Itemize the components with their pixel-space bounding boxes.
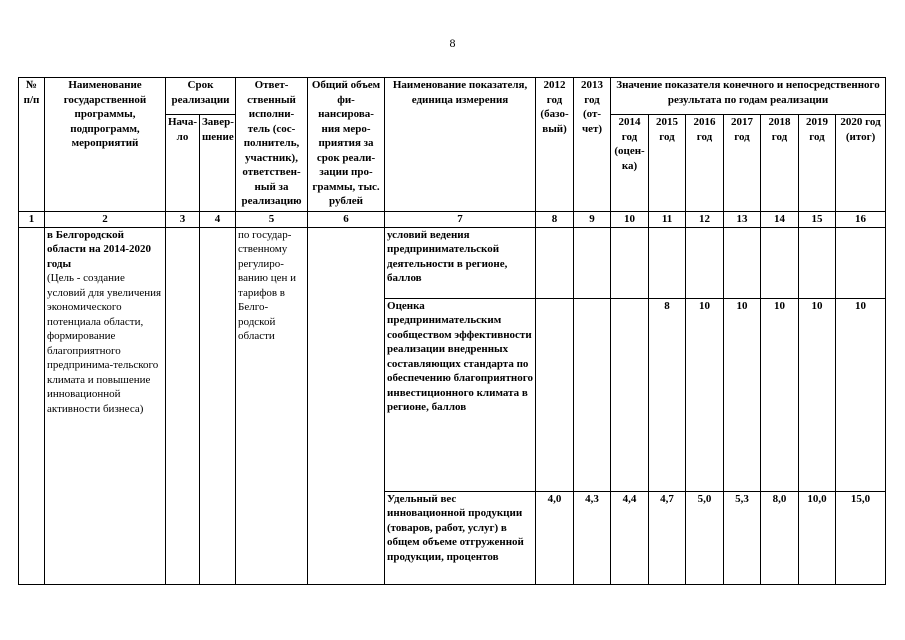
column-number: 13 bbox=[724, 212, 761, 228]
indicator-value-2019: 10 bbox=[799, 298, 836, 491]
header-year-2014: 2014 год (оцен-ка) bbox=[611, 115, 649, 212]
column-number: 16 bbox=[836, 212, 886, 228]
header-program-name: Наименование государственной программы, подпрограмм, мероприятий bbox=[45, 78, 166, 212]
header-2013: 2013 год (от-чет) bbox=[574, 78, 611, 212]
page-number: 8 bbox=[449, 36, 456, 50]
indicator-value-2015: 4,7 bbox=[649, 491, 686, 584]
header-start: Нача-ло bbox=[166, 115, 200, 212]
indicator-value-2014 bbox=[611, 227, 649, 298]
column-number: 14 bbox=[761, 212, 799, 228]
cell-start bbox=[166, 227, 200, 584]
header-year-2019: 2019 год bbox=[799, 115, 836, 212]
header-indicator-name: Наименование показателя, единица измерения bbox=[385, 78, 536, 212]
indicator-value-2020: 15,0 bbox=[836, 491, 886, 584]
indicator-name: Оценка предпринимательским сообществом эффективности реализации внедренных составляющих стандарта по обеспечению благоприятного инвестиционного климата в регионе, баллов bbox=[385, 298, 536, 491]
indicator-value-2013: 4,3 bbox=[574, 491, 611, 584]
column-number: 5 bbox=[236, 212, 308, 228]
column-number: 7 bbox=[385, 212, 536, 228]
indicator-value-2014 bbox=[611, 298, 649, 491]
indicator-name: условий ведения предпринимательской деятельности в регионе, баллов bbox=[385, 227, 536, 298]
header-year-2017: 2017 год bbox=[724, 115, 761, 212]
indicator-value-2015 bbox=[649, 227, 686, 298]
header-number: № п/п bbox=[19, 78, 45, 212]
indicator-value-2019 bbox=[799, 227, 836, 298]
column-number: 10 bbox=[611, 212, 649, 228]
indicator-value-2016: 10 bbox=[686, 298, 724, 491]
indicator-value-2020 bbox=[836, 227, 886, 298]
header-2012: 2012 год (базо-вый) bbox=[536, 78, 574, 212]
indicator-value-2018: 8,0 bbox=[761, 491, 799, 584]
indicator-value-2018 bbox=[761, 227, 799, 298]
header-year-2020: 2020 год (итог) bbox=[836, 115, 886, 212]
program-goal: (Цель - создание условий для увеличения экономического потенциала области, формирование благоприятного предпринима-тельского климата и повышение инновационной активности бизнеса) bbox=[47, 272, 162, 415]
column-number: 9 bbox=[574, 212, 611, 228]
header-end: Завер-шение bbox=[200, 115, 236, 212]
indicator-value-2012 bbox=[536, 298, 574, 491]
indicators-table bbox=[18, 77, 886, 585]
indicator-value-2016: 5,0 bbox=[686, 491, 724, 584]
column-number: 6 bbox=[308, 212, 385, 228]
indicator-value-2012: 4,0 bbox=[536, 491, 574, 584]
column-number: 15 bbox=[799, 212, 836, 228]
indicator-value-2017: 10 bbox=[724, 298, 761, 491]
header-row-1 bbox=[19, 78, 886, 115]
indicator-value-2013 bbox=[574, 227, 611, 298]
indicator-value-2016 bbox=[686, 227, 724, 298]
table-row bbox=[19, 227, 886, 298]
indicator-value-2017: 5,3 bbox=[724, 491, 761, 584]
column-number: 3 bbox=[166, 212, 200, 228]
column-number: 8 bbox=[536, 212, 574, 228]
column-number-row bbox=[19, 212, 886, 228]
indicator-value-2018: 10 bbox=[761, 298, 799, 491]
program-name: в Белгородской области на 2014-2020 годы bbox=[47, 228, 152, 270]
header-funding: Общий объем фи-нансирова-ния меро-приятия за срок реали-зации про-граммы, тыс. рублей bbox=[308, 78, 385, 212]
header-year-2016: 2016 год bbox=[686, 115, 724, 212]
column-number: 2 bbox=[45, 212, 166, 228]
indicator-value-2012 bbox=[536, 227, 574, 298]
indicator-value-2013 bbox=[574, 298, 611, 491]
header-year-2015: 2015 год bbox=[649, 115, 686, 212]
indicator-value-2014: 4,4 bbox=[611, 491, 649, 584]
indicator-name: Удельный вес инновационной продукции (товаров, работ, услуг) в общем объеме отгруженной продукции, процентов bbox=[385, 491, 536, 584]
cell-end bbox=[200, 227, 236, 584]
header-year-2018: 2018 год bbox=[761, 115, 799, 212]
indicator-value-2015: 8 bbox=[649, 298, 686, 491]
cell-program-name bbox=[45, 227, 166, 584]
column-number: 4 bbox=[200, 212, 236, 228]
column-number: 1 bbox=[19, 212, 45, 228]
column-number: 12 bbox=[686, 212, 724, 228]
header-term: Срок реализации bbox=[166, 78, 236, 115]
cell-number bbox=[19, 227, 45, 584]
header-responsible: Ответ-ственный исполни-тель (сос-полнитель, участник), ответствен-ный за реализацию bbox=[236, 78, 308, 212]
indicator-value-2019: 10,0 bbox=[799, 491, 836, 584]
header-values-by-year: Значение показателя конечного и непосредственного результата по годам реализации bbox=[611, 78, 886, 115]
cell-responsible: по государ-ственному регулиро-ванию цен и тарифов в Белго-родской области bbox=[236, 227, 308, 584]
indicator-value-2020: 10 bbox=[836, 298, 886, 491]
indicator-value-2017 bbox=[724, 227, 761, 298]
column-number: 11 bbox=[649, 212, 686, 228]
cell-funding bbox=[308, 227, 385, 584]
